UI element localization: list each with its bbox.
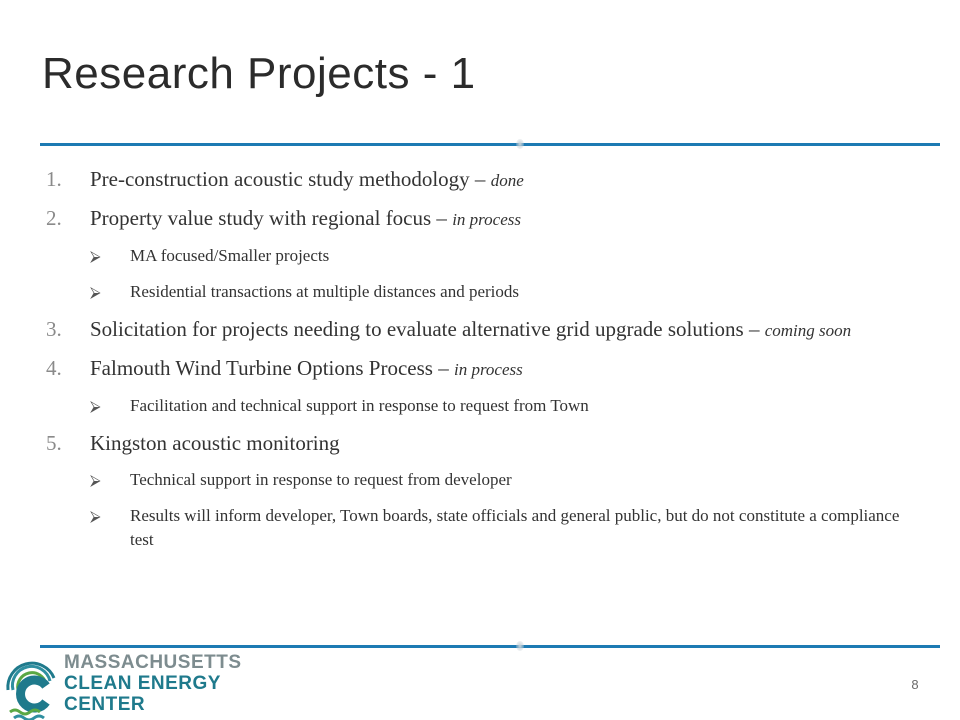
list-item [40,355,920,383]
logo-line-3: CENTER [64,694,146,715]
logo-wordmark [64,652,242,715]
divider-glint [516,641,524,651]
item-number: 1. [46,167,62,191]
item-number: 5. [46,431,62,455]
sub-item [40,244,920,268]
item-text: Kingston acoustic monitoring [90,431,340,455]
list-item [40,316,920,344]
item-status: in process [452,210,521,229]
sub-item [40,280,920,304]
arrowhead-bullet-icon: ⮚ [90,283,101,301]
item-text: Pre-construction acoustic study methodology – [90,167,491,191]
bullet-list [40,166,920,564]
item-number: 2. [46,206,62,230]
sub-item-text: Results will inform developer, Town boards, state officials and general public, but do not constitute a compliance test [130,506,900,549]
sub-item-text: Technical support in response to request from developer [130,470,512,489]
slide-title: Research Projects - 1 [42,49,476,98]
bottom-divider [40,645,940,648]
item-status: in process [453,360,523,379]
arrowhead-bullet-icon: ⮚ [90,247,101,265]
item-text: Falmouth Wind Turbine Options Process – [90,356,454,380]
item-status: coming soon [764,321,852,340]
sub-item-text: MA focused/Smaller projects [130,246,330,265]
sub-item [40,504,920,552]
item-text: Solicitation for projects needing to evaluate alternative grid upgrade solutions – [90,317,765,341]
sub-item-text: Residential transactions at multiple distances and periods [130,282,520,301]
sub-item-text: Facilitation and technical support in response to request from Town [130,396,589,415]
list-item [40,166,920,194]
logo-line-2: CLEAN ENERGY [64,673,221,694]
item-text: Property value study with regional focus – [90,206,453,230]
page-number: 8 [911,677,919,692]
list-item [40,430,920,457]
sub-item [40,394,920,418]
sub-item [40,468,920,492]
item-number: 4. [46,356,62,380]
arrowhead-bullet-icon: ⮚ [90,507,101,525]
item-status: done [490,171,524,190]
logo-line-1: MASSACHUSETTS [64,652,242,673]
divider-glint [516,139,524,149]
top-divider [40,143,940,146]
list-item [40,205,920,233]
arrowhead-bullet-icon: ⮚ [90,471,101,489]
item-number: 3. [46,317,62,341]
arrowhead-bullet-icon: ⮚ [90,397,101,415]
